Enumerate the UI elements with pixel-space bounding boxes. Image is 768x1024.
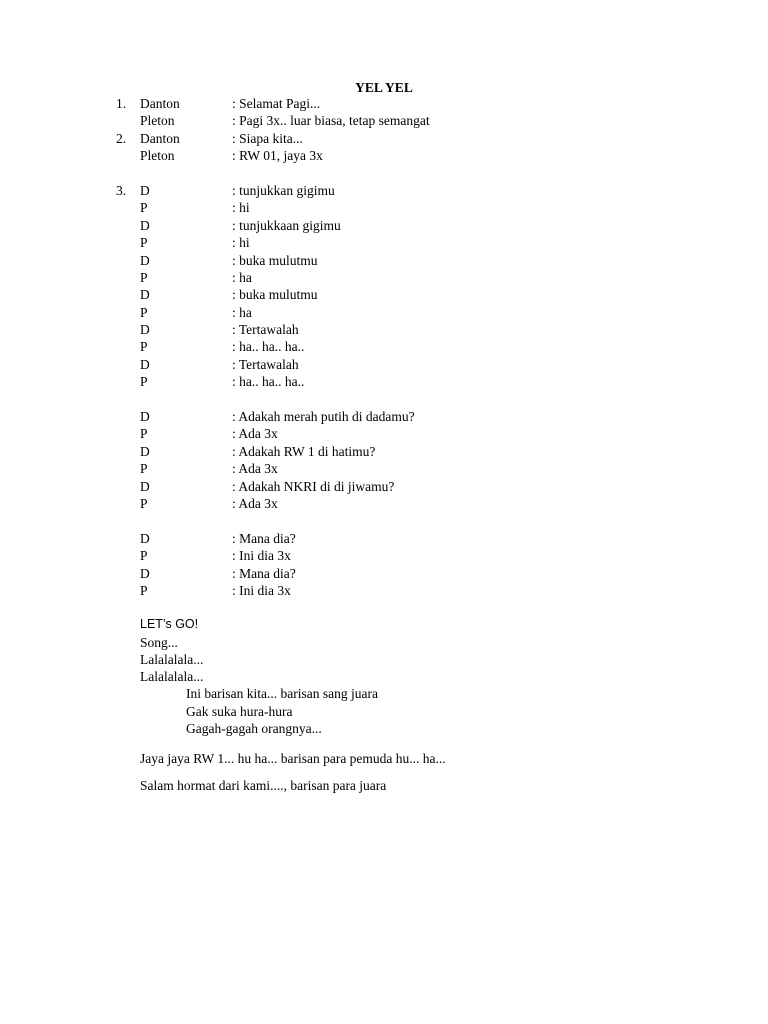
dialogue-row bbox=[0, 565, 768, 582]
dialogue-row bbox=[0, 443, 768, 460]
line-text: : Adakah RW 1 di hatimu? bbox=[232, 443, 376, 459]
speaker: D bbox=[140, 443, 150, 459]
speaker: D bbox=[140, 565, 150, 581]
lala-line: Lalalalala... bbox=[140, 669, 204, 684]
speaker: D bbox=[140, 217, 150, 233]
dialogue-row bbox=[0, 130, 768, 147]
lets-go-line: LET’s GO! bbox=[140, 617, 199, 631]
speaker: P bbox=[140, 548, 148, 564]
jaya-line: Jaya jaya RW 1... hu ha... barisan para pemuda hu... ha... bbox=[140, 751, 446, 766]
dialogue-row bbox=[0, 373, 768, 390]
dialogue-row bbox=[0, 252, 768, 269]
dialogue-row bbox=[0, 286, 768, 303]
line-text: : Mana dia? bbox=[232, 530, 296, 546]
document-title: YEL YEL bbox=[355, 80, 413, 95]
spacer bbox=[0, 391, 768, 408]
dialogue-row bbox=[0, 112, 768, 129]
salam-line: Salam hormat dari kami...., barisan para juara bbox=[140, 778, 387, 793]
speaker: Danton bbox=[140, 96, 180, 111]
spacer bbox=[0, 512, 768, 529]
speaker: D bbox=[140, 322, 150, 338]
speaker: Danton bbox=[140, 130, 180, 146]
dialogue-row bbox=[0, 460, 768, 477]
verse-line: Gak suka hura-hura bbox=[186, 704, 293, 719]
dialogue-row bbox=[0, 304, 768, 321]
speaker: D bbox=[140, 530, 150, 546]
dialogue-row bbox=[0, 478, 768, 495]
dialogue-row bbox=[0, 547, 768, 564]
line-text: : Ada 3x bbox=[232, 426, 278, 442]
dialogue-row bbox=[0, 217, 768, 234]
line-text: : hi bbox=[232, 235, 250, 251]
line-text: : tunjukkan gigimu bbox=[232, 182, 335, 198]
speaker: D bbox=[140, 182, 150, 198]
line-text: : ha bbox=[232, 304, 252, 320]
speaker: P bbox=[140, 495, 148, 511]
line-text: : Mana dia? bbox=[232, 565, 296, 581]
speaker: P bbox=[140, 339, 148, 355]
verse-line: Gagah-gagah orangnya... bbox=[186, 721, 322, 736]
line-text: : Selamat Pagi... bbox=[232, 96, 321, 111]
line-text: : RW 01, jaya 3x bbox=[232, 148, 323, 164]
verse-line: Ini barisan kita... barisan sang juara bbox=[186, 686, 378, 701]
dialogue-row bbox=[0, 338, 768, 355]
line-text: : buka mulutmu bbox=[232, 252, 318, 268]
song-label: Song... bbox=[140, 635, 178, 650]
line-text: : ha.. ha.. ha.. bbox=[232, 339, 305, 355]
line-text: : tunjukkaan gigimu bbox=[232, 217, 341, 233]
speaker: D bbox=[140, 356, 150, 372]
speaker: P bbox=[140, 374, 148, 390]
speaker: P bbox=[140, 235, 148, 251]
lala-line: Lalalalala... bbox=[140, 652, 204, 667]
speaker: P bbox=[140, 304, 148, 320]
dialogue-row bbox=[0, 356, 768, 373]
speaker: P bbox=[140, 461, 148, 477]
line-text: : Pagi 3x.. luar biasa, tetap semangat bbox=[232, 113, 430, 129]
line-text: : Adakah merah putih di dadamu? bbox=[232, 409, 415, 425]
speaker: P bbox=[140, 426, 148, 442]
speaker: D bbox=[140, 287, 150, 303]
spacer bbox=[0, 165, 768, 182]
dialogue-row bbox=[0, 321, 768, 338]
line-text: : Siapa kita... bbox=[232, 130, 303, 146]
line-text: : Ini dia 3x bbox=[232, 582, 291, 598]
item-number: 1. bbox=[116, 96, 127, 111]
speaker: D bbox=[140, 478, 150, 494]
dialogue-row bbox=[0, 147, 768, 164]
speaker: D bbox=[140, 252, 150, 268]
line-text: : ha.. ha.. ha.. bbox=[232, 374, 305, 390]
dialogue-row bbox=[0, 234, 768, 251]
item-number: 3. bbox=[116, 182, 127, 198]
speaker: D bbox=[140, 409, 150, 425]
line-text: : Ada 3x bbox=[232, 495, 278, 511]
dialogue-row bbox=[0, 199, 768, 216]
dialogue-block bbox=[0, 95, 768, 599]
dialogue-row bbox=[0, 269, 768, 286]
dialogue-row bbox=[0, 425, 768, 442]
line-text: : hi bbox=[232, 200, 250, 216]
line-text: : Ini dia 3x bbox=[232, 548, 291, 564]
line-text: : buka mulutmu bbox=[232, 287, 318, 303]
dialogue-row bbox=[0, 495, 768, 512]
line-text: : Ada 3x bbox=[232, 461, 278, 477]
item-number: 2. bbox=[116, 130, 127, 146]
speaker: P bbox=[140, 582, 148, 598]
line-text: : ha bbox=[232, 269, 252, 285]
line-text: : Adakah NKRI di di jiwamu? bbox=[232, 478, 395, 494]
line-text: : Tertawalah bbox=[232, 356, 299, 372]
dialogue-row bbox=[0, 582, 768, 599]
speaker: P bbox=[140, 200, 148, 216]
speaker: P bbox=[140, 269, 148, 285]
dialogue-row bbox=[0, 530, 768, 547]
line-text: : Tertawalah bbox=[232, 322, 299, 338]
dialogue-row bbox=[0, 95, 768, 112]
dialogue-row bbox=[0, 408, 768, 425]
speaker: Pleton bbox=[140, 148, 175, 164]
speaker: Pleton bbox=[140, 113, 175, 129]
dialogue-row bbox=[0, 182, 768, 199]
